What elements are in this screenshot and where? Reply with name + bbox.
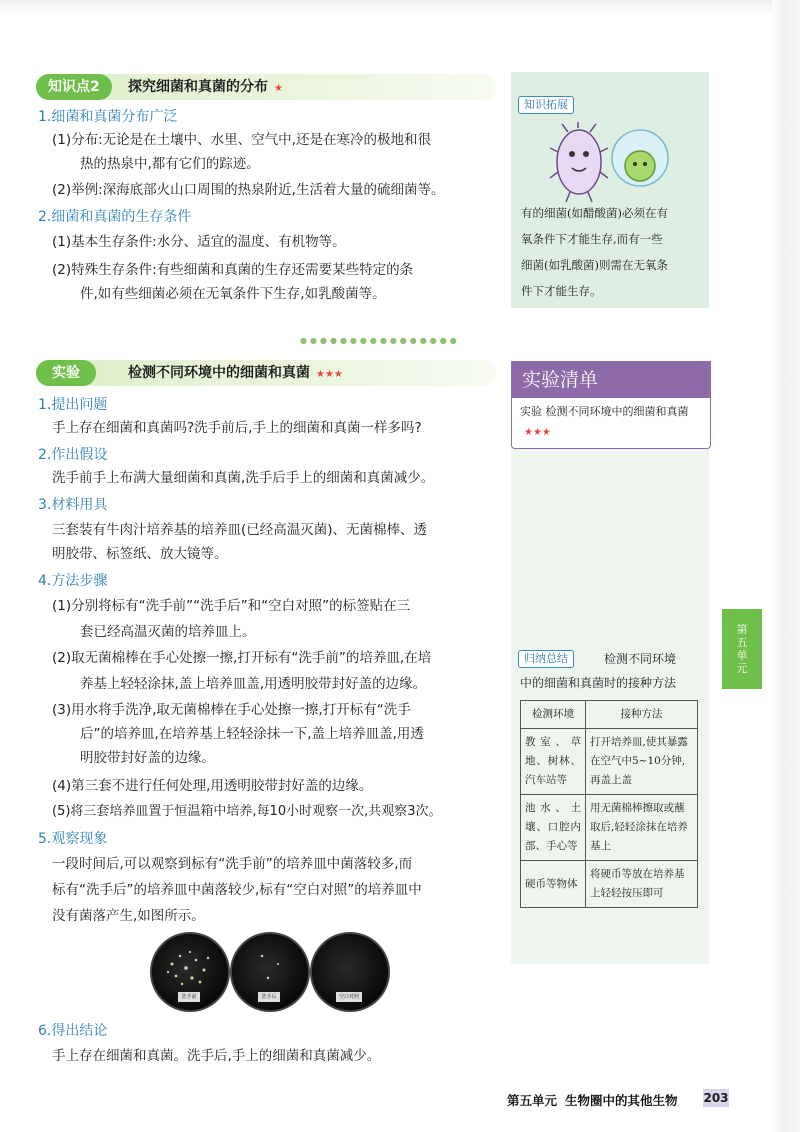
extension-text-line: 有的细菌(如醋酸菌)必须在有 (521, 206, 668, 220)
table-cell: 池水、土壤、口腔内部、手心等 (521, 795, 586, 861)
bacteria-cartoon-icon (548, 122, 678, 204)
section-header-experiment (36, 360, 496, 386)
section-tag: 知识点2 (36, 74, 112, 100)
star-icon: ★★★ (524, 427, 551, 438)
table-row (521, 729, 698, 795)
page-footer: 第五单元 生物圈中的其他生物 (507, 1093, 678, 1108)
table-cell: 教室、草地、树林、汽车站等 (521, 729, 586, 795)
experiment-checklist (511, 361, 711, 449)
step-item: 后”的培养皿,在培养基上轻轻涂抹一下,盖上培养皿盖,用透 (80, 726, 424, 742)
step-item: 套已经高温灭菌的培养皿上。 (80, 624, 256, 640)
list-item: (1)基本生存条件:水分、适宜的温度、有机物等。 (52, 234, 346, 250)
page-binding-edge (772, 0, 800, 1132)
unit-tab: 第五单元 (722, 609, 762, 689)
dish-label: 洗手后 (258, 992, 280, 1002)
star-icon: ★★★ (316, 369, 343, 380)
heading-materials: 3.材料用具 (38, 497, 108, 513)
list-item: 热的热泉中,都有它们的踪迹。 (80, 156, 260, 172)
step-item: (5)将三套培养皿置于恒温箱中培养,每10小时观察一次,共观察3次。 (52, 804, 442, 819)
page-edge (0, 0, 800, 14)
petri-dish (310, 932, 390, 1012)
section-divider: ●●●●●●●●●●●●●●●● (300, 336, 460, 345)
heading-question: 1.提出问题 (38, 397, 108, 413)
paragraph: 手上存在细菌和真菌吗?洗手前后,手上的细菌和真菌一样多吗? (52, 420, 422, 436)
extension-text-line: 氧条件下才能生存,而有一些 (521, 232, 663, 246)
paragraph: 一段时间后,可以观察到标有“洗手前”的培养皿中菌落较多,而 (52, 856, 413, 872)
knowledge-extension-badge: 知识拓展 (518, 96, 574, 114)
heading-distribution: 1.细菌和真菌分布广泛 (38, 109, 178, 125)
step-item: (1)分别将标有“洗手前”“洗手后”和“空白对照”的标签贴在三 (52, 598, 411, 614)
star-icon: ★ (274, 83, 283, 94)
list-item: 件,如有些细菌必须在无氧条件下生存,如乳酸菌等。 (80, 286, 386, 302)
step-item: (2)取无菌棉棒在手心处擦一擦,打开标有“洗手前”的培养皿,在培 (52, 650, 432, 666)
dish-label: 洗手前 (178, 992, 200, 1002)
table-row (521, 861, 698, 908)
table-header: 检测环境 (521, 701, 586, 729)
page-number: 203 (703, 1091, 729, 1105)
heading-hypothesis: 2.作出假设 (38, 447, 108, 463)
paragraph: 没有菌落产生,如图所示。 (52, 908, 205, 924)
paragraph: 洗手前手上布满大量细菌和真菌,洗手后手上的细菌和真菌减少。 (52, 470, 435, 486)
step-item: (4)第三套不进行任何处理,用透明胶带封好盖的边缘。 (52, 778, 373, 794)
paragraph: 明胶带、标签纸、放大镜等。 (52, 546, 228, 562)
paragraph: 标有“洗手后”的培养皿中菌落较少,标有“空白对照”的培养皿中 (52, 882, 422, 898)
table-cell: 打开培养皿,使其暴露在空气中5~10分钟,再盖上盖 (586, 729, 698, 795)
checklist-body: 实验 检测不同环境中的细菌和真菌★★★ (520, 405, 689, 438)
heading-steps: 4.方法步骤 (38, 573, 108, 589)
section-tag: 实验 (36, 360, 96, 386)
list-item: (2)举例:深海底部火山口周围的热泉附近,生活着大量的硫细菌等。 (52, 182, 445, 198)
list-item: (2)特殊生存条件:有些细菌和真菌的生存还需要某些特定的条 (52, 262, 414, 278)
section-title: 检测不同环境中的细菌和真菌 ★★★ (128, 365, 343, 381)
table-row (521, 795, 698, 861)
table-cell: 将硬币等放在培养基上轻轻按压即可 (586, 861, 698, 908)
list-item: (1)分布:无论是在土壤中、水里、空气中,还是在寒冷的极地和很 (52, 132, 431, 148)
step-item: 明胶带封好盖的边缘。 (80, 750, 215, 766)
step-item: (3)用水将手洗净,取无菌棉棒在手心处擦一擦,打开标有“洗手 (52, 702, 411, 718)
paragraph: 三套装有牛肉汁培养基的培养皿(已经高温灭菌)、无菌棉棒、透 (52, 522, 428, 538)
extension-text-line: 件下才能生存。 (521, 284, 602, 298)
table-cell: 用无菌棉棒擦取或蘸取后,轻轻涂抹在培养基上 (586, 795, 698, 861)
summary-title: 检测不同环境 (604, 652, 677, 666)
paragraph: 手上存在细菌和真菌。洗手后,手上的细菌和真菌减少。 (52, 1048, 381, 1064)
heading-conclusion: 6.得出结论 (38, 1023, 108, 1039)
petri-dish (150, 932, 230, 1012)
extension-text-line: 细菌(如乳酸菌)则需在无氧条 (521, 258, 668, 272)
dish-label: 空白对照 (336, 992, 362, 1002)
inoculation-table (520, 700, 698, 908)
summary-title: 中的细菌和真菌时的接种方法 (520, 676, 677, 690)
petri-dish-photo (150, 932, 386, 1012)
table-cell: 硬币等物体 (521, 861, 586, 908)
checklist-title: 实验清单 (512, 362, 710, 398)
table-header: 接种方法 (586, 701, 698, 729)
heading-observation: 5.观察现象 (38, 831, 108, 847)
heading-conditions: 2.细菌和真菌的生存条件 (38, 209, 192, 225)
section-title: 探究细菌和真菌的分布 ★ (128, 79, 283, 95)
summary-badge: 归纳总结 (518, 650, 574, 668)
section-header-knowledge-point (36, 74, 496, 100)
step-item: 养基上轻轻涂抹,盖上培养皿盖,用透明胶带封好盖的边缘。 (80, 676, 427, 692)
petri-dish (230, 932, 310, 1012)
